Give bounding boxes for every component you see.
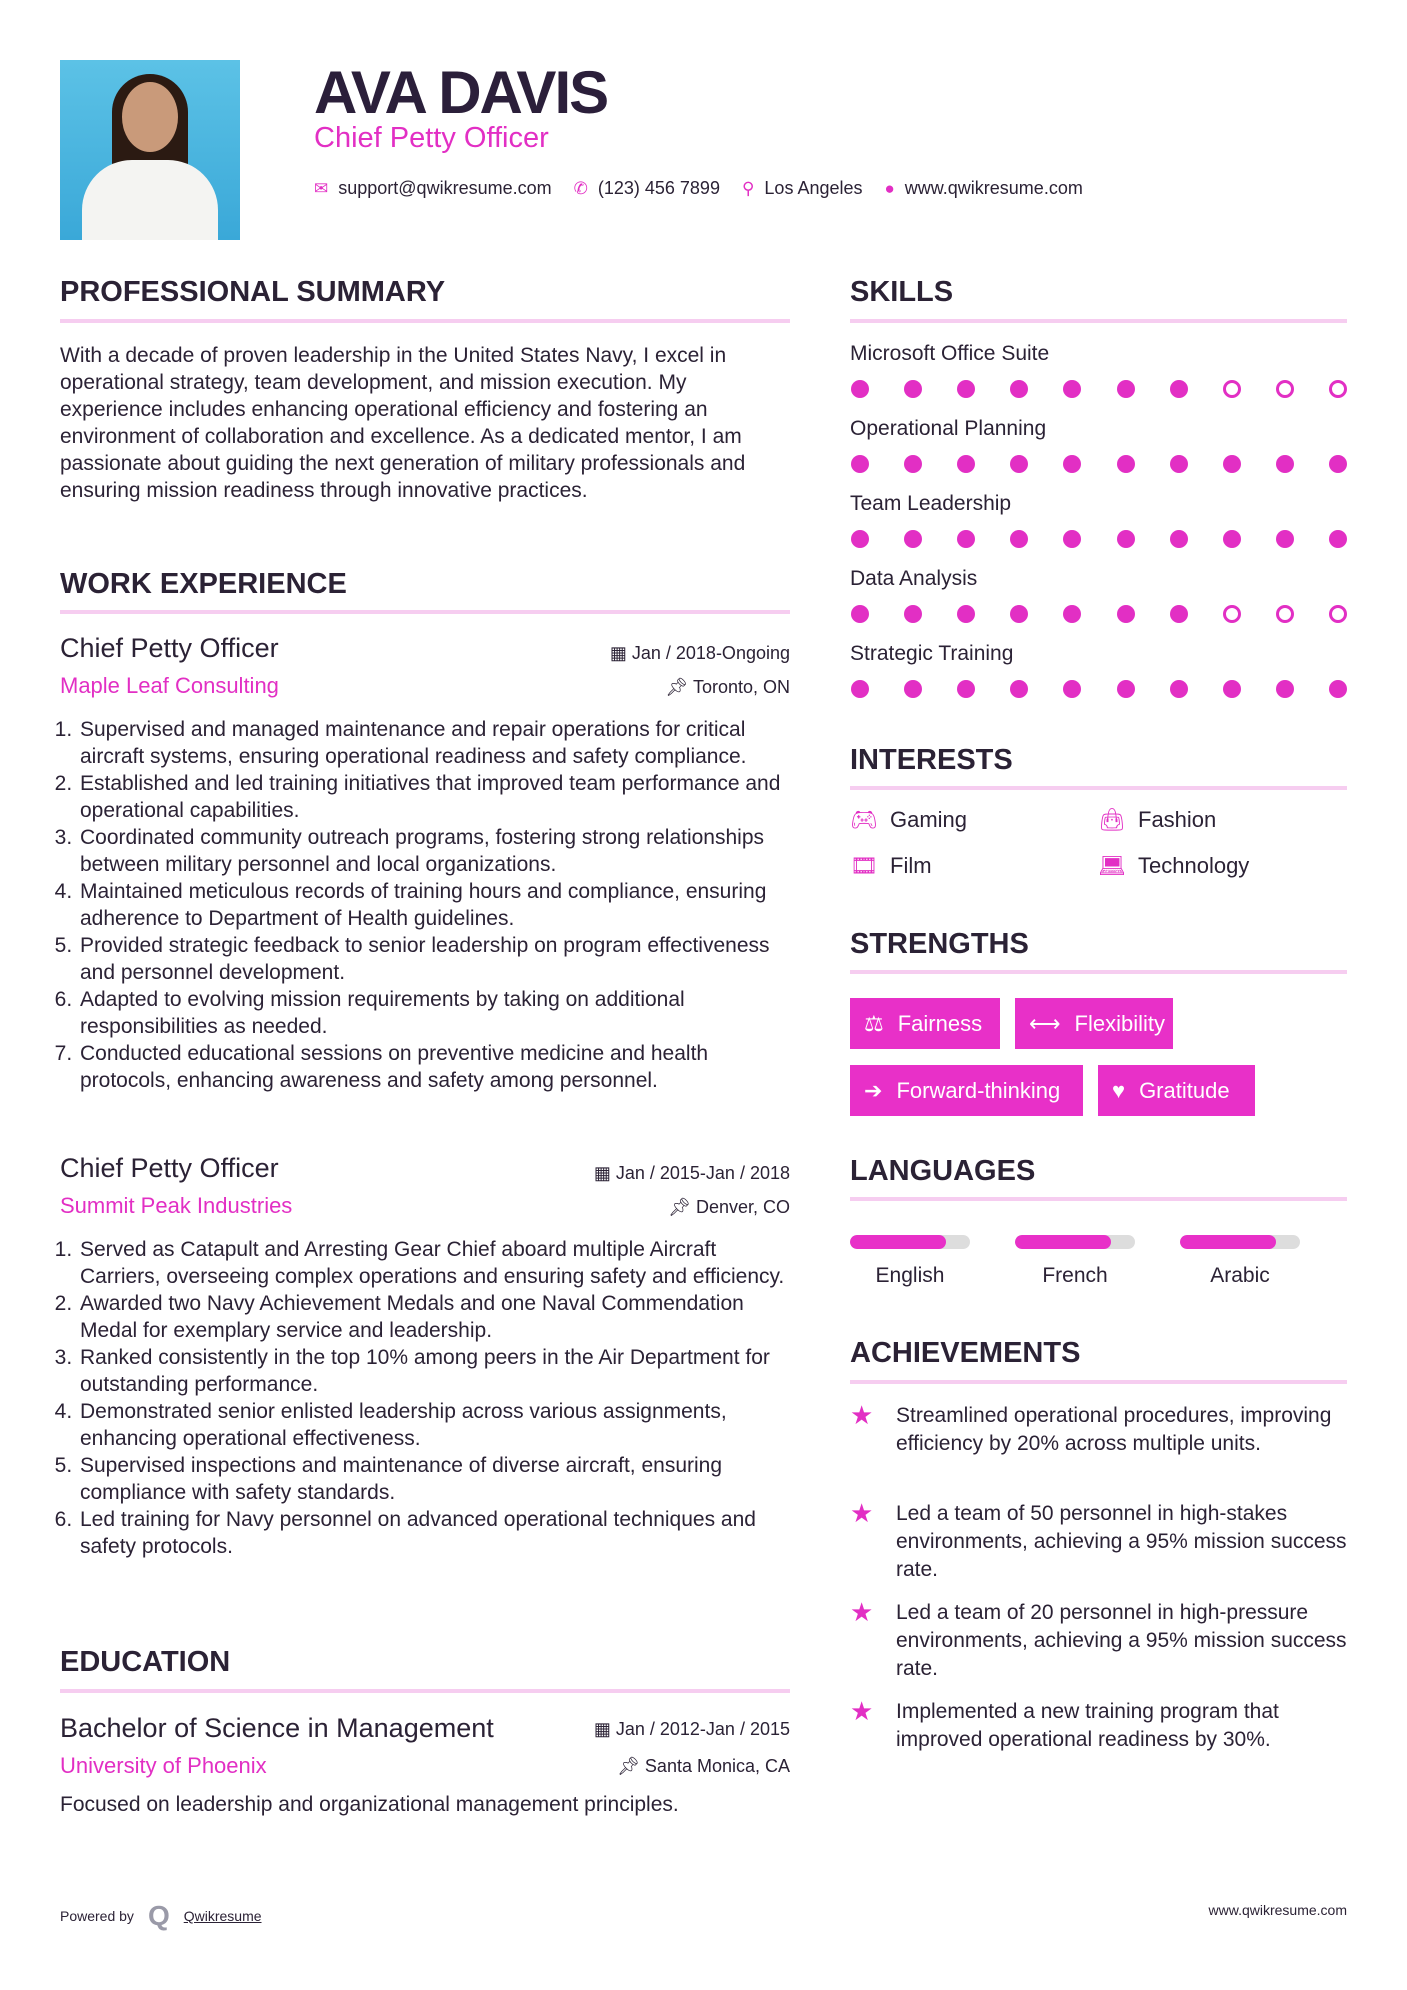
strength-badge xyxy=(850,1065,1083,1116)
rating-dot-filled xyxy=(1063,605,1081,623)
bullet-item: 3. Coordinated community outreach programs, fostering strong relationships between military personnel and local organizations. xyxy=(78,824,795,878)
strengths-heading: STRENGTHS xyxy=(850,928,1029,960)
rating-dot-filled xyxy=(1063,530,1081,548)
rating-dot-filled xyxy=(957,530,975,548)
rating-dot-empty xyxy=(1276,380,1294,398)
rating-dot-filled xyxy=(851,605,869,623)
rating-dot-filled xyxy=(904,455,922,473)
strength-label: Flexibility xyxy=(1074,1010,1166,1036)
skill-name: Data Analysis xyxy=(850,567,978,590)
interest-label: Fashion xyxy=(1138,807,1217,832)
achievement-text: Led a team of 20 personnel in high-pressure environments, achieving a 95% mission success rate. xyxy=(896,1601,1347,1680)
bullet-item: 5. Supervised inspections and maintenance of diverse aircraft, ensuring compliance with safety standards. xyxy=(78,1452,795,1506)
interest-item xyxy=(1098,853,1249,879)
interest-label: Technology xyxy=(1138,853,1250,878)
footer-powered xyxy=(60,1900,262,1932)
contact-bar xyxy=(314,178,1083,199)
rating-dot-filled xyxy=(1010,380,1028,398)
skill-rating xyxy=(851,380,1347,398)
job-bullets xyxy=(60,716,795,1094)
interest-item xyxy=(850,807,967,833)
rating-dot-empty xyxy=(1329,605,1347,623)
rating-dot-filled xyxy=(1276,680,1294,698)
rating-dot-filled xyxy=(1170,680,1188,698)
rating-dot-filled xyxy=(957,380,975,398)
education-location: Santa Monica, CA xyxy=(644,1756,790,1776)
candidate-title: Chief Petty Officer xyxy=(314,122,549,154)
degree: Bachelor of Science in Management xyxy=(60,1713,494,1743)
skill-rating xyxy=(851,680,1347,698)
globe-icon: ● xyxy=(884,178,895,198)
powered-by: Powered by xyxy=(60,1908,134,1924)
job-bullets xyxy=(60,1236,795,1560)
rating-dot-filled xyxy=(1170,605,1188,623)
strength-label: Forward-thinking xyxy=(896,1077,1061,1103)
interest-label: Film xyxy=(890,853,932,878)
divider xyxy=(60,319,790,323)
achievement-text: Implemented a new training program that improved operational readiness by 30%. xyxy=(896,1700,1279,1751)
rating-dot-filled xyxy=(1063,455,1081,473)
summary-heading: PROFESSIONAL SUMMARY xyxy=(60,276,446,308)
job-title: Chief Petty Officer xyxy=(60,633,279,663)
pin-icon: 📌︎ xyxy=(617,1756,645,1776)
job-date-row xyxy=(610,643,790,664)
language-bar-fill xyxy=(1015,1235,1111,1249)
achievement-text: Streamlined operational procedures, improving efficiency by 20% across multiple units. xyxy=(896,1404,1332,1455)
calendar-icon: ▦ xyxy=(593,1719,616,1739)
footer-site[interactable]: www.qwikresume.com xyxy=(1208,1902,1347,1918)
school: University of Phoenix xyxy=(60,1753,267,1778)
skill-rating xyxy=(851,530,1347,548)
rating-dot-filled xyxy=(904,605,922,623)
rating-dot-filled xyxy=(957,455,975,473)
bullet-item: 5. Provided strategic feedback to senior leadership on program effectiveness and personnel development. xyxy=(78,932,795,986)
rating-dot-filled xyxy=(1117,530,1135,548)
rating-dot-filled xyxy=(851,455,869,473)
rating-dot-filled xyxy=(1329,530,1347,548)
star-icon: ★ xyxy=(850,1498,874,1528)
rating-dot-filled xyxy=(1117,605,1135,623)
rating-dot-empty xyxy=(1223,605,1241,623)
rating-dot-filled xyxy=(1063,380,1081,398)
skill-name: Strategic Training xyxy=(850,642,1014,665)
job-location: Toronto, ON xyxy=(692,677,790,697)
rating-dot-filled xyxy=(851,380,869,398)
interest-item xyxy=(850,853,932,879)
skill-name: Operational Planning xyxy=(850,417,1047,440)
language-name: French xyxy=(1042,1264,1108,1287)
rating-dot-filled xyxy=(1117,380,1135,398)
rating-dot-filled xyxy=(957,680,975,698)
shopping-bag-icon: 👜︎ xyxy=(1098,807,1126,832)
languages-heading: LANGUAGES xyxy=(850,1155,1036,1187)
divider xyxy=(850,319,1347,323)
job-date: Jan / 2018-Ongoing xyxy=(631,643,790,663)
rating-dot-empty xyxy=(1329,380,1347,398)
rating-dot-filled xyxy=(1170,380,1188,398)
rating-dot-filled xyxy=(1170,530,1188,548)
star-icon: ★ xyxy=(850,1400,874,1430)
rating-dot-filled xyxy=(1010,605,1028,623)
divider xyxy=(850,1197,1347,1201)
interest-label: Gaming xyxy=(890,807,968,832)
rating-dot-filled xyxy=(1223,530,1241,548)
achievement-text: Led a team of 50 personnel in high-stakes environments, achieving a 95% mission success rate. xyxy=(896,1502,1347,1581)
bullet-item: 4. Maintained meticulous records of training hours and compliance, ensuring adherence to Department of Health guidelines. xyxy=(78,878,795,932)
film-icon: 🎞︎ xyxy=(850,853,878,878)
rating-dot-filled xyxy=(1010,455,1028,473)
work-heading: WORK EXPERIENCE xyxy=(60,568,347,600)
arrows-horizontal-icon: ⟷ xyxy=(1029,1010,1061,1036)
language-bar xyxy=(1180,1235,1300,1249)
strength-badge xyxy=(850,998,1000,1049)
map-pin-icon: ⚲ xyxy=(741,178,755,198)
skill-name: Team Leadership xyxy=(850,492,1012,515)
website[interactable]: www.qwikresume.com xyxy=(904,178,1083,198)
rating-dot-empty xyxy=(1223,380,1241,398)
star-icon: ★ xyxy=(850,1696,874,1726)
pin-icon: 📌︎ xyxy=(665,677,693,697)
skills-heading: SKILLS xyxy=(850,276,954,308)
job-location-row xyxy=(665,677,790,698)
skill-rating xyxy=(851,455,1347,473)
rating-dot-filled xyxy=(904,680,922,698)
skill-name: Microsoft Office Suite xyxy=(850,342,1050,365)
calendar-icon: ▦ xyxy=(593,1163,616,1183)
rating-dot-filled xyxy=(957,605,975,623)
achievement-item xyxy=(850,1698,1350,1754)
bullet-item: 7. Conducted educational sessions on preventive medicine and health protocols, enhancing awareness and safety among personnel. xyxy=(78,1040,795,1094)
language-name: Arabic xyxy=(1210,1264,1270,1287)
achievement-item xyxy=(850,1500,1350,1584)
rating-dot-filled xyxy=(851,530,869,548)
strength-label: Gratitude xyxy=(1139,1077,1230,1103)
divider xyxy=(850,970,1347,974)
language-bar-fill xyxy=(850,1235,946,1249)
language-bar xyxy=(850,1235,970,1249)
divider xyxy=(60,610,790,614)
envelope-icon: ✉ xyxy=(314,178,329,198)
brand-link[interactable]: Qwikresume xyxy=(183,1908,262,1924)
calendar-icon: ▦ xyxy=(609,643,632,663)
language-bar xyxy=(1015,1235,1135,1249)
education-heading: EDUCATION xyxy=(60,1646,231,1678)
language-bar-fill xyxy=(1180,1235,1276,1249)
rating-dot-filled xyxy=(904,380,922,398)
job-date-row xyxy=(594,1163,790,1184)
rating-dot-filled xyxy=(1117,680,1135,698)
interest-item xyxy=(1098,807,1216,833)
interests-heading: INTERESTS xyxy=(850,744,1013,776)
profile-photo xyxy=(60,60,240,240)
rating-dot-empty xyxy=(1276,605,1294,623)
education-date: Jan / 2012-Jan / 2015 xyxy=(615,1719,790,1739)
achievements-heading: ACHIEVEMENTS xyxy=(850,1337,1081,1369)
bullet-item: 1. Served as Catapult and Arresting Gear Chief aboard multiple Aircraft Carriers, overseeing complex operations and ensuring safety and efficiency. xyxy=(78,1236,795,1290)
rating-dot-filled xyxy=(1276,530,1294,548)
rating-dot-filled xyxy=(1329,455,1347,473)
bullet-item: 4. Demonstrated senior enlisted leadership across various assignments, enhancing operational effectiveness. xyxy=(78,1398,795,1452)
achievement-item xyxy=(850,1599,1350,1683)
rating-dot-filled xyxy=(1063,680,1081,698)
rating-dot-filled xyxy=(1329,680,1347,698)
rating-dot-filled xyxy=(1223,455,1241,473)
divider xyxy=(850,786,1347,790)
rating-dot-filled xyxy=(851,680,869,698)
bullet-item: 6. Adapted to evolving mission requirements by taking on additional responsibilities as needed. xyxy=(78,986,795,1040)
bullet-item: 2. Awarded two Navy Achievement Medals and one Naval Commendation Medal for exemplary service and leadership. xyxy=(78,1290,795,1344)
company-name: Summit Peak Industries xyxy=(60,1193,293,1218)
rating-dot-filled xyxy=(1223,680,1241,698)
summary-text: With a decade of proven leadership in the United States Navy, I excel in operational strategy, team development, and mission execution. My experience includes enhancing operational efficiency and fostering an environment of collaboration and excellence. As a dedicated mentor, I am passionate about guiding the next generation of military professionals and ensuring mission readiness through innovative practices. xyxy=(60,344,746,502)
bullet-item: 6. Led training for Navy personnel on advanced operational techniques and safety protocols. xyxy=(78,1506,795,1560)
divider xyxy=(60,1689,790,1693)
rating-dot-filled xyxy=(1117,455,1135,473)
candidate-name: AVA DAVIS xyxy=(314,59,608,126)
star-icon: ★ xyxy=(850,1597,874,1627)
strength-badge xyxy=(1015,998,1173,1049)
location: Los Angeles xyxy=(764,178,863,198)
job-location: Denver, CO xyxy=(695,1197,790,1217)
bullet-item: 1. Supervised and managed maintenance and repair operations for critical aircraft systems, ensuring operational readiness and safety compliance. xyxy=(78,716,795,770)
gamepad-icon: 🎮︎ xyxy=(850,807,878,832)
scale-icon: ⚖ xyxy=(864,1010,884,1036)
job-date: Jan / 2015-Jan / 2018 xyxy=(615,1163,790,1183)
rating-dot-filled xyxy=(904,530,922,548)
phone: (123) 456 7899 xyxy=(597,178,720,198)
qwikresume-logo-icon: Q xyxy=(147,1900,170,1931)
skill-rating xyxy=(851,605,1347,623)
strength-badge xyxy=(1098,1065,1255,1116)
company-name: Maple Leaf Consulting xyxy=(60,673,279,698)
job-title: Chief Petty Officer xyxy=(60,1153,279,1183)
education-description: Focused on leadership and organizational management principles. xyxy=(60,1793,679,1816)
pin-icon: 📌︎ xyxy=(668,1197,696,1217)
laptop-icon: 💻︎ xyxy=(1098,853,1126,878)
divider xyxy=(850,1380,1347,1384)
bullet-item: 3. Ranked consistently in the top 10% among peers in the Air Department for outstanding performance. xyxy=(78,1344,795,1398)
email[interactable]: support@qwikresume.com xyxy=(338,178,552,198)
phone-icon: ✆ xyxy=(573,178,588,198)
achievement-item xyxy=(850,1402,1350,1458)
rating-dot-filled xyxy=(1010,530,1028,548)
language-name: English xyxy=(875,1264,945,1287)
job-location-row xyxy=(668,1197,790,1218)
rating-dot-filled xyxy=(1010,680,1028,698)
strength-label: Fairness xyxy=(897,1010,983,1036)
rating-dot-filled xyxy=(1276,455,1294,473)
bullet-item: 2. Established and led training initiatives that improved team performance and operational capabilities. xyxy=(78,770,795,824)
heart-icon: ♥ xyxy=(1112,1077,1126,1103)
arrow-right-icon: ➔ xyxy=(864,1077,883,1103)
rating-dot-filled xyxy=(1170,455,1188,473)
